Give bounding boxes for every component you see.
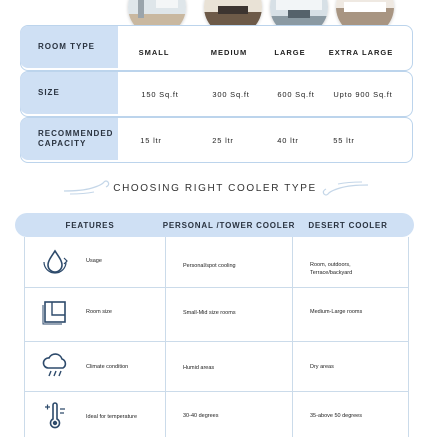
personal-room-size: Small-Mid size rooms	[183, 310, 236, 316]
room-size-icon	[40, 297, 70, 327]
water-drop-icon	[40, 246, 70, 276]
size-label: SIZE	[20, 72, 118, 114]
cloud-rain-icon	[40, 350, 70, 380]
row-divider	[24, 391, 408, 392]
room-type-small: SMALL	[138, 48, 170, 57]
right-swirl-icon	[318, 179, 370, 197]
desert-climate: Dry areas	[310, 364, 334, 370]
room-type-large: LARGE	[274, 48, 306, 57]
room-type-extra-large: EXTRA LARGE	[328, 48, 394, 57]
size-extra-large: Upto 900 Sq.ft	[333, 90, 393, 99]
personal-usage: Personal/spot cooling	[183, 263, 236, 269]
header-desert-cooler: DESERT COOLER	[308, 221, 388, 230]
room-type-medium: MEDIUM	[210, 48, 248, 57]
row-divider	[24, 287, 408, 288]
personal-climate: Humid areas	[183, 365, 215, 371]
column-divider	[165, 237, 166, 437]
size-medium: 300 Sq.ft	[212, 90, 250, 99]
feature-climate-condition: Climate condition	[86, 364, 129, 370]
capacity-extra-large: 55 ltr	[333, 136, 355, 145]
feature-room-size: Room size	[86, 309, 112, 315]
row-divider	[24, 341, 408, 342]
capacity-small: 15 ltr	[140, 136, 162, 145]
feature-table-header	[15, 213, 414, 237]
feature-usage: Usage	[86, 258, 102, 264]
desert-room-size: Medium-Large rooms	[310, 309, 363, 315]
section-title: CHOOSING RIGHT COOLER TYPE	[113, 183, 317, 194]
desert-temperature: 35-above 50 degrees	[310, 413, 362, 419]
capacity-medium: 25 ltr	[212, 136, 234, 145]
header-personal-tower-cooler: PERSONAL /TOWER COOLER	[162, 221, 296, 230]
room-type-label: ROOM TYPE	[20, 26, 118, 68]
feature-ideal-temperature: Ideal for temperature	[86, 414, 138, 420]
thermometer-icon	[40, 401, 70, 431]
size-large: 600 Sq.ft	[277, 90, 315, 99]
header-features: FEATURES	[65, 221, 115, 230]
column-divider	[292, 237, 293, 437]
capacity-label: RECOMMENDED CAPACITY	[20, 118, 118, 160]
desert-usage: Room, outdoors, Terrace/backyard	[310, 262, 353, 276]
size-small: 150 Sq.ft	[141, 90, 179, 99]
capacity-large: 40 ltr	[277, 136, 299, 145]
personal-temperature: 30-40 degrees	[183, 413, 219, 419]
